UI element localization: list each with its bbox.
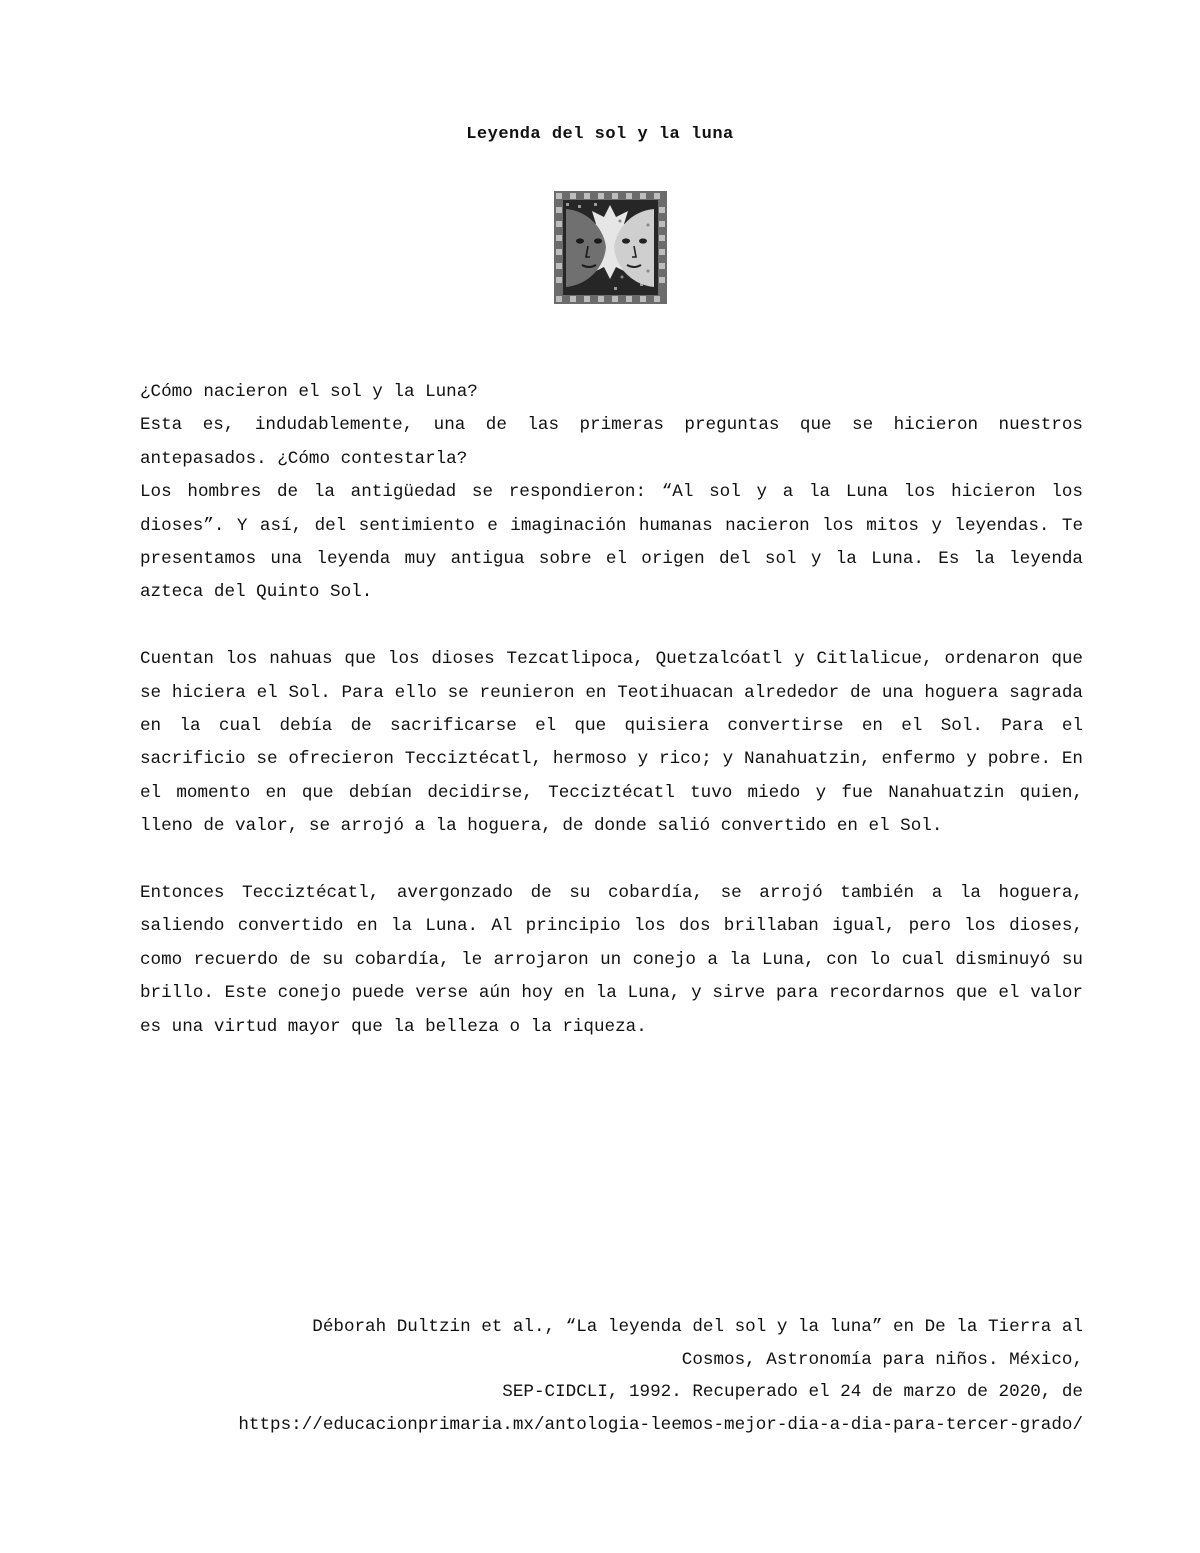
- legend-paragraph-1: Cuentan los nahuas que los dioses Tezcatlipoca, Quetzalcóatl y Citlalicue, ordenaron que se hiciera el Sol. Para ello se reunieron en Teotihuacan alrededor de una hoguera sagrada en la cual debía de sacrificarse el que quisiera convertirse en el Sol. Para el sacrificio se ofrecieron Tecciztécatl, hermoso y rico; y Nanahuatzin, enfermo y pobre. En el momento en que debían decidirse, Tecciztécatl tuvo miedo y fue Nanahuatzin quien, lleno de valor, se arrojó a la hoguera, de donde salió convertido en el Sol.: [140, 649, 1083, 837]
- document-title: Leyenda del sol y la luna: [466, 125, 734, 144]
- citation-line: SEP-CIDCLI, 1992. Recuperado el 24 de marzo de 2020, de: [502, 1382, 1083, 1402]
- sun-moon-mosaic-icon: [554, 191, 667, 304]
- story-body: [140, 376, 1083, 1044]
- intro-paragraph: Esta es, indudablemente, una de las primeras preguntas que se hicieron nuestros antepasados. ¿Cómo contestarla?: [140, 415, 1083, 469]
- paragraph-spacer: [140, 844, 1083, 877]
- question-line: ¿Cómo nacieron el sol y la Luna?: [140, 382, 478, 402]
- citation-line: Déborah Dultzin et al., “La leyenda del sol y la luna” en De la Tierra al: [312, 1317, 1083, 1337]
- citation-url: https://educacionprimaria.mx/antologia-leemos-mejor-dia-a-dia-para-tercer-grado/: [238, 1414, 1083, 1435]
- myth-origin-paragraph: Los hombres de la antigüedad se respondieron: “Al sol y a la Luna los hicieron los dioses”. Y así, del sentimiento e imaginación humanas nacieron los mitos y leyendas. Te presentamos una leyenda muy antigua sobre el origen del sol y la Luna. Es la leyenda azteca del Quinto Sol.: [140, 482, 1083, 603]
- paragraph-spacer: [140, 610, 1083, 643]
- legend-paragraph-2: Entonces Tecciztécatl, avergonzado de su cobardía, se arrojó también a la hoguera, saliendo convertido en la Luna. Al principio los dos brillaban igual, pero los dioses, como recuerdo de su cobardía, le arrojaron un conejo a la Luna, con lo cual disminuyó su brillo. Este conejo puede verse aún hoy en la Luna, y sirve para recordarnos que el valor es una virtud mayor que la belleza o la riqueza.: [140, 883, 1083, 1037]
- citation-block: [140, 1311, 1083, 1441]
- citation-line: Cosmos, Astronomía para niños. México,: [681, 1349, 1083, 1370]
